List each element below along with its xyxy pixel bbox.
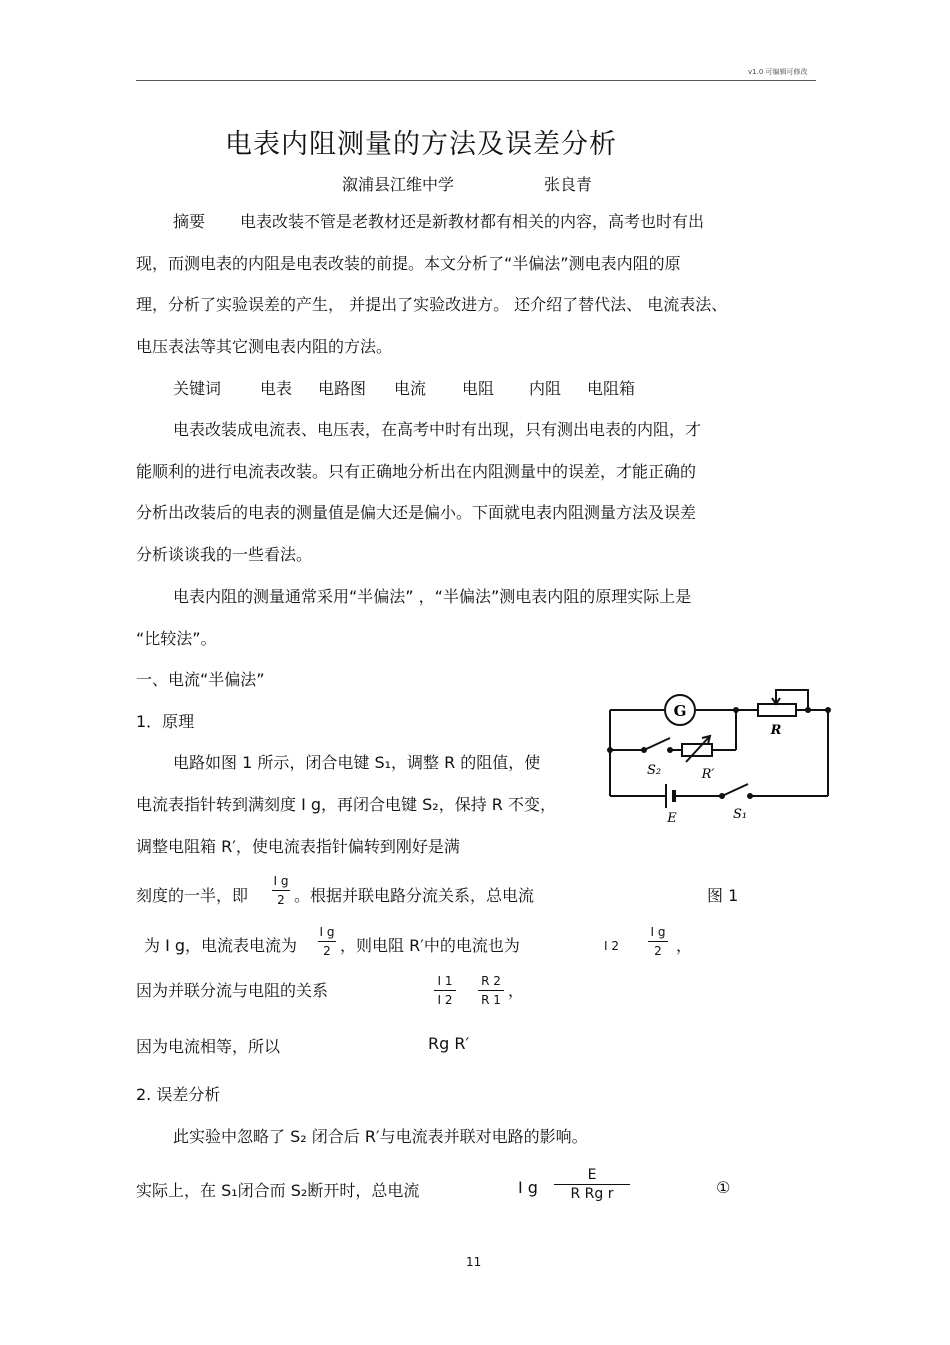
- galvanometer-label: G: [673, 702, 687, 720]
- fraction-bar: [478, 990, 504, 991]
- body-line: 刻度的一半，即: [136, 886, 249, 905]
- fraction-numerator: E: [587, 1167, 597, 1183]
- rheostat-label: R: [770, 723, 782, 738]
- resistor-box-arrow: [686, 736, 710, 762]
- keyword: 电阻: [462, 379, 495, 398]
- intro-line: 分析谈谈我的一些看法。: [136, 545, 313, 564]
- fraction-ig-over-2: [648, 925, 668, 958]
- fraction-bar: [272, 890, 290, 891]
- fraction-i1-over-i2: [434, 974, 456, 1007]
- keyword: 内阻: [529, 379, 562, 398]
- fraction-ig-over-2: [318, 925, 336, 958]
- intro-line: 分析出改装后的电表的测量值是偏大还是偏小。下面就电表内阻测量方法及误差: [136, 503, 697, 522]
- fraction-bar: [318, 941, 336, 942]
- fraction-numerator: I g: [319, 925, 335, 939]
- keyword: 电表: [260, 379, 293, 398]
- switch-contact: [747, 793, 753, 799]
- body-line: 。根据并联电路分流关系，总电流: [294, 886, 535, 905]
- keyword: 电阻箱: [587, 379, 636, 398]
- intro-line: 电表改装成电流表、电压表，在高考中时有出现，只有测出电表的内阻，才: [173, 420, 702, 439]
- author-school: 溆浦县江维中学: [342, 175, 455, 194]
- fraction-denominator: 2: [323, 944, 331, 958]
- fraction-r2-over-r1: [478, 974, 504, 1007]
- header-version: v1.0 可编辑可修改: [748, 68, 808, 76]
- fraction-numerator: R 2: [481, 974, 501, 988]
- switch-contact: [641, 747, 647, 753]
- fraction-denominator: 2: [277, 893, 285, 907]
- equation-number: ①: [716, 1178, 731, 1197]
- junction-dot: [733, 707, 739, 713]
- figure-label: 图 1: [707, 886, 739, 905]
- switch-s2-label: S₂: [646, 763, 662, 778]
- body-line: 因为并联分流与电阻的关系: [136, 981, 329, 1000]
- page-number: 11: [466, 1255, 482, 1269]
- junction-dot: [607, 747, 613, 753]
- body-line: 调整电阻箱 R′，使电流表指针偏转到刚好是满: [136, 837, 460, 856]
- intro-line: 能顺利的进行电流表改装。只有正确地分析出在内阻测量中的误差，才能正确的: [136, 462, 697, 481]
- abstract-line: 电表改装不管是老教材还是新教材都有相关的内容，高考也时有出: [240, 212, 705, 231]
- abstract-line: 电压表法等其它测电表内阻的方法。: [136, 337, 393, 356]
- keyword: 电路图: [318, 379, 367, 398]
- body-line: 此实验中忽略了 S₂ 闭合后 R′与电流表并联对电路的影响。: [173, 1127, 588, 1146]
- switch-s1-blade: [722, 784, 748, 796]
- fraction-bar: [648, 941, 668, 942]
- fraction-denominator: R 1: [481, 993, 501, 1007]
- fraction-denominator: 2: [654, 944, 662, 958]
- switch-s2-blade: [644, 738, 670, 750]
- subsection-heading: 2. 误差分析: [136, 1085, 221, 1104]
- fraction-denominator: I 2: [437, 993, 453, 1007]
- circuit-diagram: [600, 688, 840, 828]
- body-line: 实际上，在 S₁闭合而 S₂断开时，总电流: [136, 1181, 420, 1200]
- punctuation: ，: [508, 981, 525, 1000]
- fraction-e-over-resistances: [554, 1168, 630, 1201]
- rheostat-slider: [776, 690, 808, 710]
- punctuation: ，: [676, 936, 693, 955]
- abstract-line: 现，而测电表的内阻是电表改装的前提。本文分析了“半偏法”测电表内阻的原: [136, 254, 681, 273]
- switch-contact: [719, 793, 725, 799]
- equation-term: I g: [518, 1178, 538, 1197]
- keyword: 电流: [394, 379, 427, 398]
- equation-rg-equals-r: Rg R′: [428, 1034, 470, 1053]
- resistor-box-label: R′: [701, 767, 715, 782]
- switch-s1-label: S₁: [732, 807, 748, 822]
- body-line: ，则电阻 R′中的电流也为: [340, 936, 520, 955]
- subsection-heading: 1．原理: [136, 712, 195, 731]
- body-line: 电流表指针转到满刻度 I g，再闭合电键 S₂，保持 R 不变，: [136, 795, 556, 814]
- body-line: 电路如图 1 所示，闭合电键 S₁，调整 R 的阻值，使: [173, 753, 541, 772]
- equation-term: I 2: [604, 939, 619, 953]
- body-line: 因为电流相等，所以: [136, 1037, 281, 1056]
- abstract-label: 摘要: [173, 212, 206, 231]
- header-rule: [136, 80, 816, 81]
- intro-line: “比较法”。: [136, 629, 217, 648]
- section-heading: 一、电流“半偏法”: [136, 670, 265, 689]
- page-title: 电表内阻测量的方法及误差分析: [225, 129, 617, 160]
- switch-contact: [667, 747, 673, 753]
- fraction-numerator: I g: [650, 925, 666, 939]
- keywords-label: 关键词: [173, 379, 222, 398]
- author-name: 张良青: [544, 175, 593, 194]
- rheostat-body: [758, 704, 796, 716]
- fraction-numerator: I g: [273, 874, 289, 888]
- fraction-bar: [554, 1184, 630, 1185]
- fraction-bar: [434, 990, 456, 991]
- junction-dot: [825, 707, 831, 713]
- fraction-denominator: R Rg r: [570, 1186, 614, 1202]
- body-line: 为 I g，电流表电流为: [144, 936, 298, 955]
- battery-label: E: [667, 811, 677, 826]
- intro-line: 电表内阻的测量通常采用“半偏法” ，“半偏法”测电表内阻的原理实际上是: [173, 587, 692, 606]
- abstract-line: 理，分析了实验误差的产生， 并提出了实验改进方。 还介绍了替代法、 电流表法、: [136, 295, 728, 314]
- junction-dot: [805, 707, 811, 713]
- fraction-numerator: I 1: [437, 974, 453, 988]
- fraction-ig-over-2: [272, 874, 290, 907]
